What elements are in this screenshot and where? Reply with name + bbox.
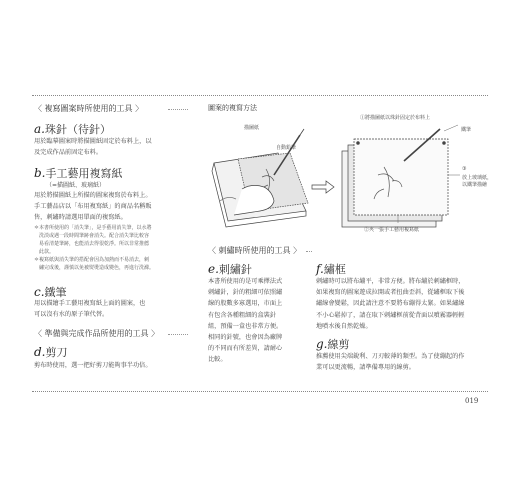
label-step3-line2: 以鐵筆描繪 [462, 182, 488, 188]
pencil-tip [300, 129, 304, 135]
item-title-c: c.鐵筆 [34, 285, 67, 299]
pin-head [443, 142, 446, 145]
label-step3-line1: 放上玻璃紙， [462, 175, 493, 181]
section-divider [306, 251, 312, 252]
leader-iron-pen [444, 125, 458, 131]
section-heading-finishing-tools: 〈 準備與完成作品所使用的工具 〉 [34, 329, 160, 338]
tracing-method-diagram [208, 115, 493, 235]
item-body-e: 本書所使用的是可乘擇法式 刺繡針，針的粗細可依照繡 線的股數多寡選用，市面上 有包含各種粗細的盒裝針 組，預備一盒也非常方便。 相同的針號，也會因為廠牌 的不同而有所差異，請耐心 比較。 [208, 278, 283, 364]
item-body-b: 用於將描圖紙上所描的圖案複寫於布料上。 手工藝品店以「布用複寫紙」的商品名稱販 售，刺繡時請選用單面的複寫紙。 [34, 192, 152, 222]
item-title-g: g.線剪 [316, 337, 350, 351]
section-heading-tracing-tools: 〈 複寫圖案時所使用的工具 〉 [34, 104, 144, 113]
label-tracing-paper: 描圖紙 [244, 125, 260, 131]
item-title-a: a.珠針（待針） [34, 122, 111, 136]
diagram-title: 圖案的複寫方法 [208, 104, 257, 112]
page-number: 019 [465, 397, 479, 405]
label-auto-pencil: 自動鉛筆 [276, 145, 297, 151]
item-body-f: 刺繡時可以將布繃平，非常方便。將布繃於刺繡框時， 如果複寫的圖案遊成拉開或者扭曲歪斜，從繡框取下後 繡線會變鬆，因此請注意不要將布繃得太緊。如果繡線 不小心鬆掉了，請在取下刺繡框前從背面以噴霧器輕輕 地噴水後自然乾燥。 [316, 278, 465, 330]
pin-head [357, 142, 360, 145]
top-dotted-rule [32, 95, 488, 96]
section-divider [168, 334, 188, 335]
bottom-dotted-rule [32, 391, 488, 392]
step-arrow [312, 181, 334, 193]
label-iron-pen: 鐵筆 [461, 127, 472, 133]
label-step1: ①將描圖紙以珠針固定於布料上 [360, 115, 431, 121]
item-title-f: f.繡框 [316, 262, 346, 276]
item-subtitle-b: （=描圖紙、玻璃紙） [46, 182, 106, 189]
section-divider [168, 109, 188, 110]
item-title-b: b.手工藝用複寫紙 [34, 166, 123, 180]
item-body-c: 用以描繪手工藝用複寫紙上面的圖案，也 可以沒有水的原子筆代替。 [34, 300, 146, 319]
label-step3: ③ [462, 166, 467, 172]
item-body-a: 用於臨摹圖案時將描圖紙固定於布料上，以 及完成作品前固定布料。 [34, 138, 152, 157]
section-heading-embroidery-tools: 〈 刺繡時所使用的工具 〉 [208, 246, 302, 255]
cellophane-layer [354, 139, 448, 215]
label-step2: ②夾一張手工藝用複寫紙 [364, 227, 420, 233]
layering-illustration [342, 129, 448, 227]
item-title-d: d.剪刀 [34, 345, 68, 359]
item-body-g: 推薦使用尖端銳利、刀刃較薄的類型。為了使繃起的作 業可以更流暢，請準備專用的線剪。 [316, 353, 465, 372]
item-notes-b: ＊本書所使用的「消失筆」，是手藝用消失筆，以水將 洗淡或遇一段時間筆跡會消失。配合消失筆比較容 易看清楚筆跡，也能消去得很乾淨。所以非常推薦 此款。 ＊複寫紙與消失筆的搭配會因為加熱而不易消去，刺 繡完成後，謹慎以免被熨燙造成變色，再進行洗滌。 [34, 225, 155, 271]
item-body-d: 剪布時使用，選一把好剪刀能夠事半功倍。 [34, 362, 152, 369]
item-title-e: e.刺繡針 [208, 262, 252, 276]
